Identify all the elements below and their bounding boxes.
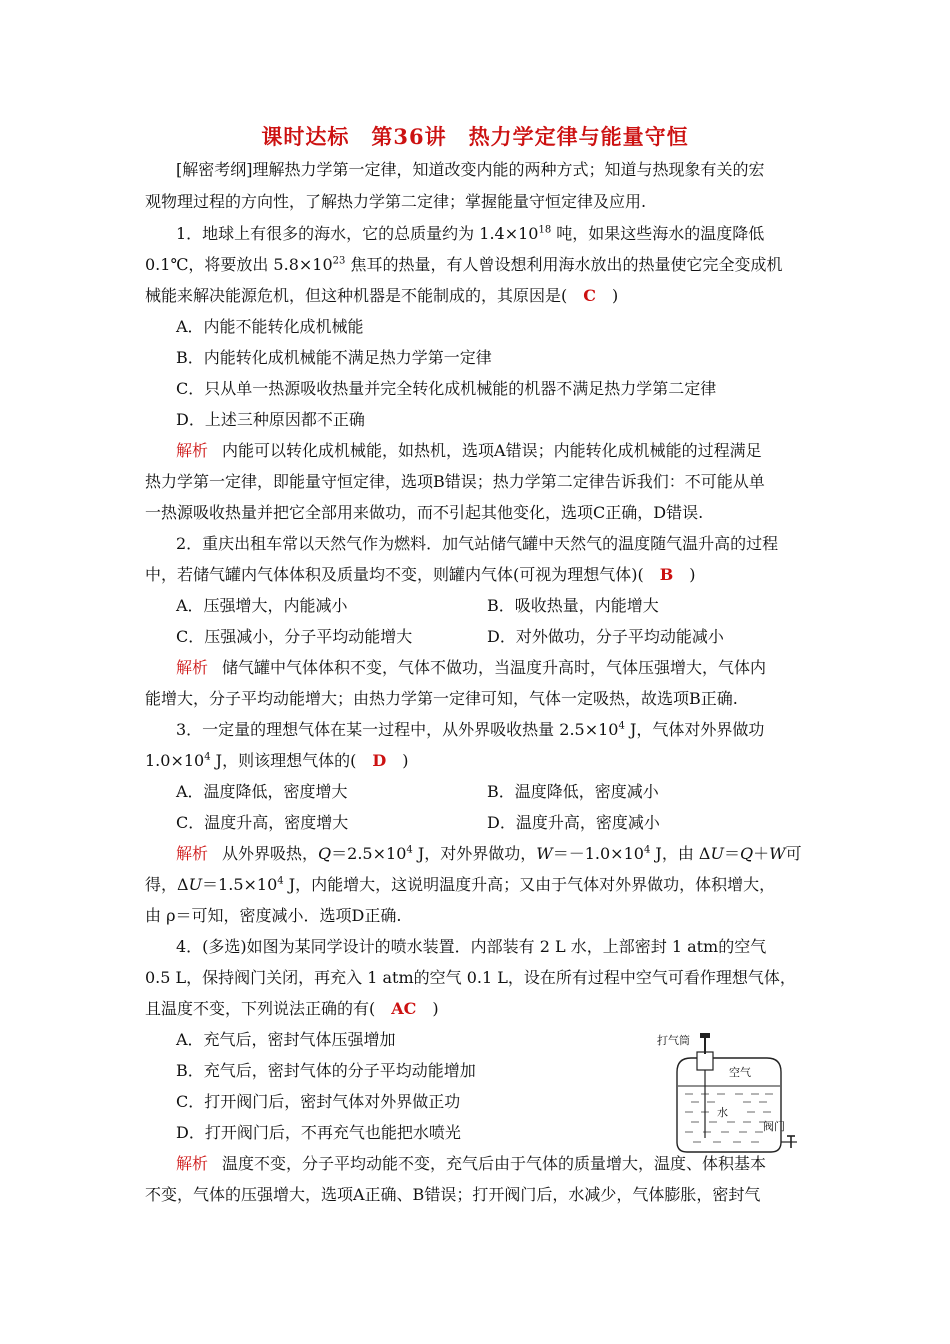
q1-analysis-line-1: 解析 内能可以转化成机械能，如热机，选项A错误；内能转化成机械能的过程满足 <box>176 441 762 460</box>
analysis-label: 解析 <box>176 441 209 460</box>
intro-line-1: [解密考纲]理解热力学第一定律，知道改变内能的两种方式；知道与热现象有关的宏 <box>176 160 765 179</box>
q1-option-d: D．上述三种原因都不正确 <box>176 410 365 429</box>
q2-analysis-line-2: 能增大，分子平均动能增大；由热力学第一定律可知，气体一定吸热，故选项B正确. <box>145 689 738 708</box>
q2-option-a: A．压强增大，内能减小 <box>176 596 348 615</box>
q3-option-d: D．温度升高，密度减小 <box>487 813 660 832</box>
q3-option-a: A．温度降低，密度增大 <box>176 782 348 801</box>
q4-stem-line-2: 0.5 L，保持阀门关闭，再充入 1 atm的空气 0.1 L，设在所有过程中空气可看作理想气体， <box>145 968 796 987</box>
q3-option-b: B．温度降低，密度减小 <box>487 782 659 801</box>
q4-option-b: B．充气后，密封气体的分子平均动能增加 <box>176 1061 476 1080</box>
q1-option-c: C．只从单一热源吸收热量并完全转化成机械能的机器不满足热力学第二定律 <box>176 379 717 398</box>
analysis-label: 解析 <box>176 1154 209 1173</box>
pump-label: 打气筒 <box>657 1034 690 1047</box>
q4-answer: AC <box>391 999 417 1018</box>
q2-answer: B <box>659 565 674 584</box>
q4-option-c: C．打开阀门后，密封气体对外界做正功 <box>176 1092 461 1111</box>
analysis-label: 解析 <box>176 844 209 863</box>
page-title: 课时达标 第36讲 热力学定律与能量守恒 <box>261 124 689 149</box>
q2-option-d: D．对外做功，分子平均动能减小 <box>487 627 724 646</box>
pump-handle <box>700 1033 710 1038</box>
spray-device-figure <box>655 1030 805 1160</box>
valve-label: 阀门 <box>763 1120 785 1133</box>
q4-analysis-line-2: 不变，气体的压强增大，选项A正确、B错误；打开阀门后，水减少，气体膨胀，密封气 <box>145 1185 761 1204</box>
q2-analysis-line-1: 解析 储气罐中气体体积不变，气体不做功，当温度升高时，气体压强增大，气体内 <box>176 658 767 677</box>
q3-stem-line-1: 3．一定量的理想气体在某一过程中，从外界吸收热量 $2.5\times 10^4$ J，气体对外界做功 <box>176 720 765 739</box>
air-label: 空气 <box>729 1066 751 1079</box>
q4-option-a: A．充气后，密封气体压强增加 <box>176 1030 396 1049</box>
q2-stem-line-1: 2．重庆出租车常以天然气作为燃料．加气站储气罐中天然气的温度随气温升高的过程 <box>176 534 779 553</box>
q1-stem-line-1: 1．地球上有很多的海水，它的总质量约为 $1.4\times 10^{18}$ 吨，如果这些海水的温度降低 <box>176 224 765 243</box>
intro-tag: [解密考纲] <box>176 160 253 179</box>
pump-cylinder <box>697 1052 713 1070</box>
q1-option-b: B．内能转化成机械能不满足热力学第一定律 <box>176 348 492 367</box>
q1-analysis-line-3: 一热源吸收热量并把它全部用来做功，而不引起其他变化，选项C正确，D错误. <box>145 503 704 522</box>
q4-stem-line-1: 4．(多选)如图为某同学设计的喷水装置．内部装有 2 L 水，上部密封 1 atm的空气 <box>176 937 767 956</box>
q4-stem-line-3: 且温度不变，下列说法正确的有( AC ) <box>145 999 439 1018</box>
q1-stem-line-3: 械能来解决能源危机，但这种机器是不能制成的，其原因是( C ) <box>145 286 619 305</box>
q1-answer: C <box>583 286 596 305</box>
q2-option-b: B．吸收热量，内能增大 <box>487 596 659 615</box>
q3-analysis-line-3: 由 ρ＝可知，密度减小．选项D正确. <box>145 906 402 925</box>
q3-stem-line-2: $1.0\times 10^4$ J，则该理想气体的( D ) <box>145 751 409 770</box>
q3-analysis-line-2: 得，$\Delta U=1.5\times 10^4$ J，内能增大，这说明温度升高；又由于气体对外界做功，体积增大， <box>145 875 776 894</box>
q3-analysis-line-1: 解析 从外界吸热，$Q=2.5\times 10^4$ J，对外界做功，$W=-1.0\times 10^4$ J，由 ΔU＝Q＋W可 <box>176 844 802 863</box>
water-label: 水 <box>717 1106 728 1119</box>
q1-option-a: A．内能不能转化成机械能 <box>176 317 364 336</box>
intro-line-2: 观物理过程的方向性，了解热力学第二定律；掌握能量守恒定律及应用. <box>145 192 647 211</box>
q1-stem-line-2: 0.1℃，将要放出 $5.8\times 10^{23}$ 焦耳的热量，有人曾设想利用海水放出的热量使它完全变成机 <box>145 255 783 274</box>
q3-answer: D <box>372 751 387 770</box>
analysis-label: 解析 <box>176 658 209 677</box>
q2-option-c: C．压强减小，分子平均动能增大 <box>176 627 413 646</box>
water-hatching <box>685 1094 773 1142</box>
q4-analysis-line-1: 解析 温度不变，分子平均动能不变，充气后由于气体的质量增大，温度、体积基本 <box>176 1154 767 1173</box>
q3-option-c: C．温度升高，密度增大 <box>176 813 349 832</box>
q4-option-d: D．打开阀门后，不再充气也能把水喷光 <box>176 1123 461 1142</box>
q1-analysis-line-2: 热力学第一定律，即能量守恒定律，选项B错误；热力学第二定律告诉我们：不可能从单 <box>145 472 765 491</box>
q2-stem-line-2: 中，若储气罐内气体体积及质量均不变，则罐内气体(可视为理想气体)( B ) <box>145 565 696 584</box>
